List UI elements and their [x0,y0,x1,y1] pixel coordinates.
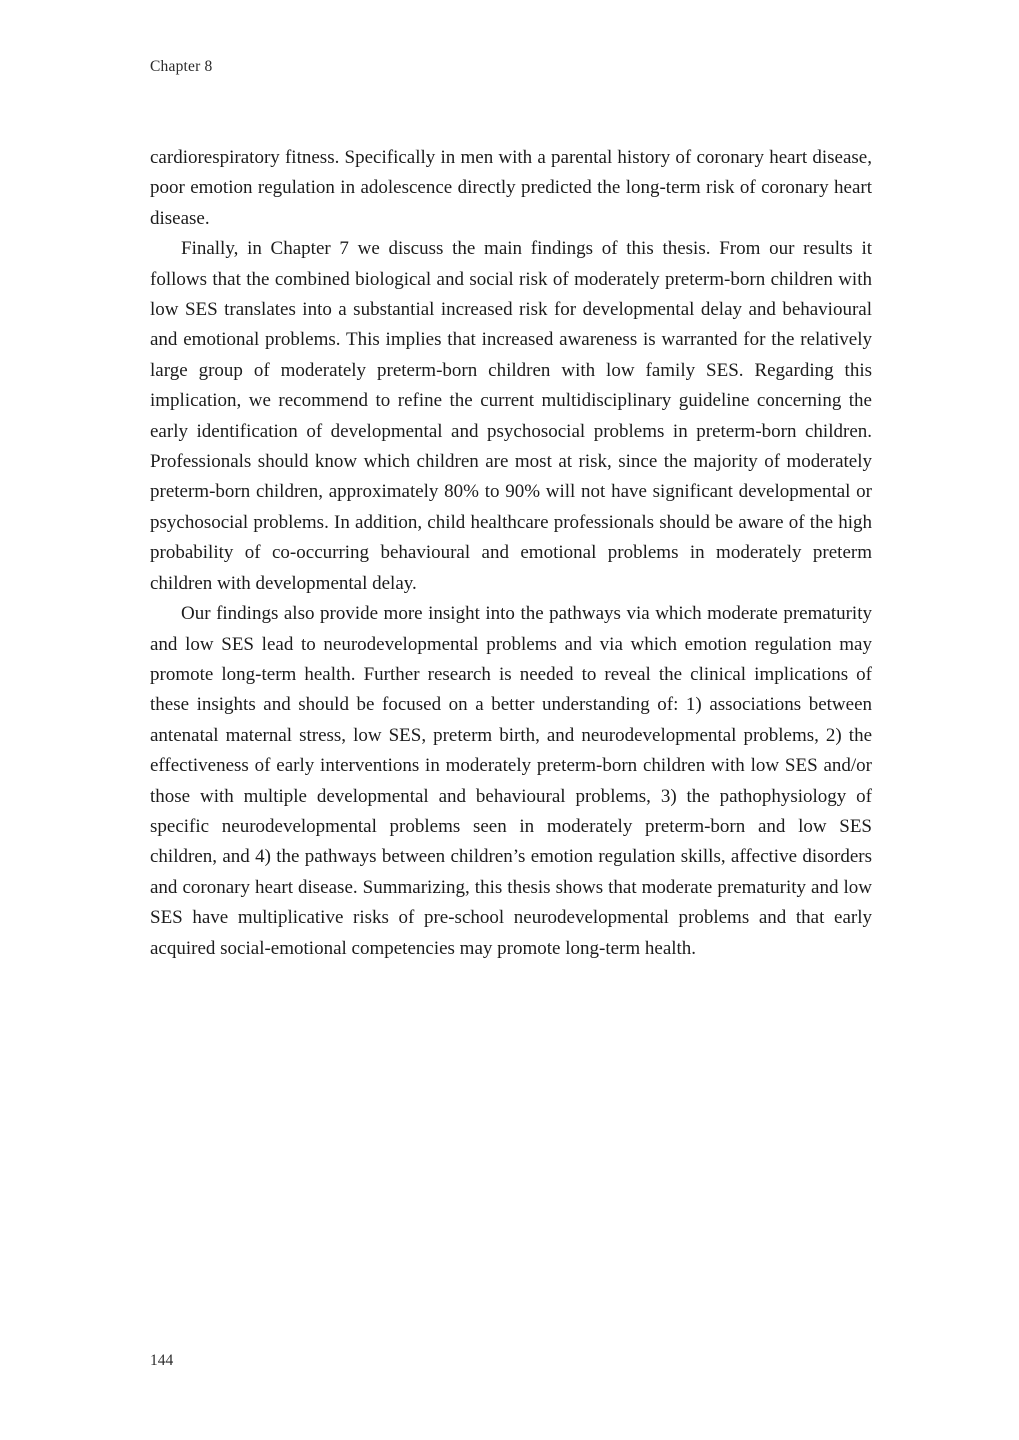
paragraph: cardiorespiratory fitness. Specifically in men with a parental history of coronary heart disease, poor emotion regulation in adolescence directly predicted the long-term risk of coronary heart disease. [150,147,872,229]
page-number: 144 [150,1352,174,1369]
paragraph: Finally, in Chapter 7 we discuss the main findings of this thesis. From our results it follows that the combined biological and social risk of moderately preterm-born children with low SES translates into a substantial increased risk for developmental delay and behavioural and emotional problems. This implies that increased awareness is warranted for the relatively large group of moderately preterm-born children with low family SES. Regarding this implication, we recommend to refine the current multidisciplinary guideline concerning the early identification of developmental and psychosocial problems in preterm-born children. Professionals should know which children are most at risk, since the majority of moderately preterm-born children, approximately 80% to 90% will not have significant developmental or psychosocial problems. In addition, child healthcare professionals should be aware of the high probability of co-occurring behavioural and emotional problems in moderately preterm children with developmental delay. [150,238,872,594]
running-header: Chapter 8 [150,58,213,75]
body-text [150,143,872,964]
paragraph: Our findings also provide more insight into the pathways via which moderate prematurity and low SES lead to neurodevelopmental problems and via which emotion regulation may promote long-term health. Further research is needed to reveal the clinical implications of these insights and should be focused on a better understanding of: 1) associations between antenatal maternal stress, low SES, preterm birth, and neurodevelopmental problems, 2) the effectiveness of early interventions in moderately preterm-born children with low SES and/or those with multiple developmental and behavioural problems, 3) the pathophysiology of specific neurodevelopmental problems seen in moderately preterm-born and low SES children, and 4) the pathways between children’s emotion regulation skills, affective disorders and coronary heart disease. Summarizing, this thesis shows that moderate prematurity and low SES have multiplicative risks of pre-school neurodevelopmental problems and that early acquired social-emotional competencies may promote long-term health. [150,603,872,959]
